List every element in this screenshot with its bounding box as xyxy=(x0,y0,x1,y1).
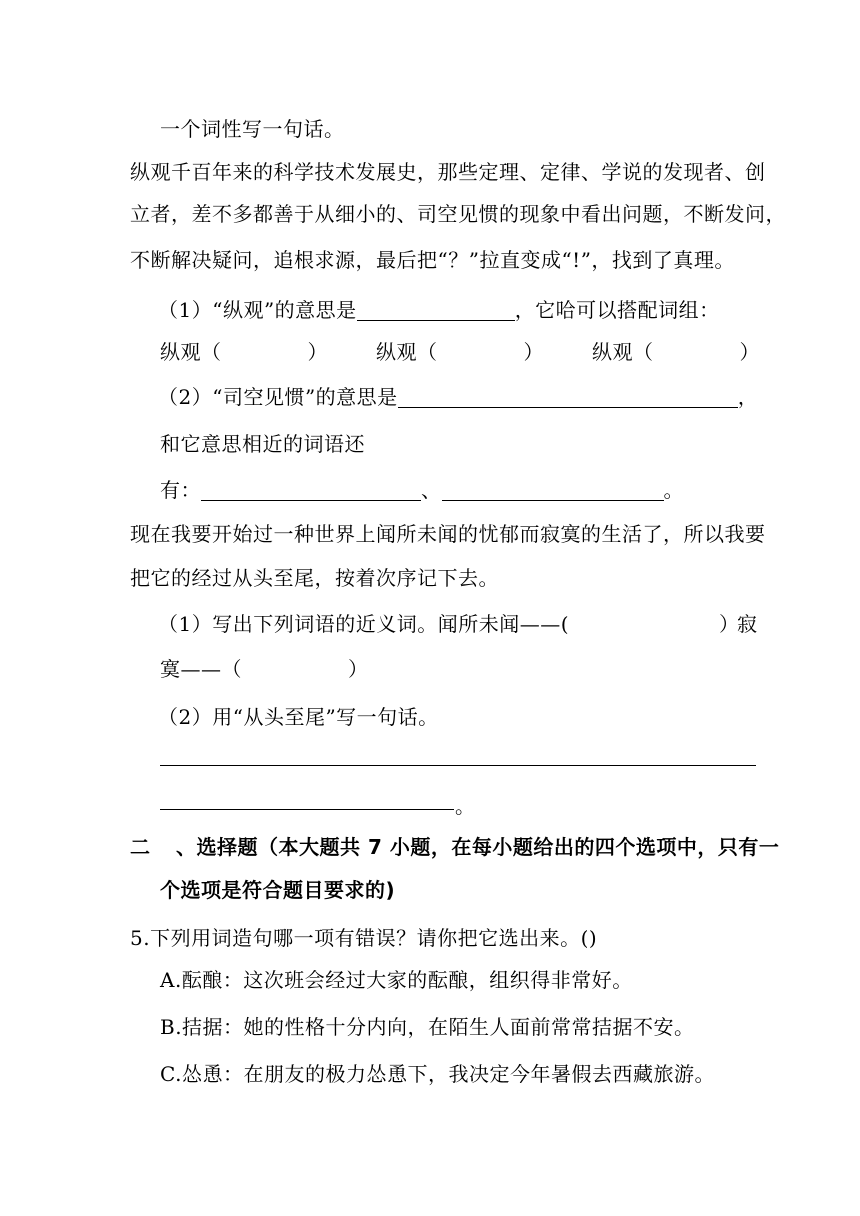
question5-option-c[interactable]: C.怂恿：在朋友的极力怂恿下，我决定今年暑假去西藏旅游。 xyxy=(160,1062,715,1086)
p2-q2-answer-line-1[interactable] xyxy=(160,765,756,766)
p2-q1-line-2 xyxy=(160,655,369,683)
option-close-1: ） xyxy=(307,340,328,364)
p2-q1-wrap-char: 寂 xyxy=(737,612,758,636)
p1-q2-synonym-blank-1[interactable] xyxy=(201,480,421,501)
passage1-line-1: 纵观千百年来的科学技术发展史，那些定理、定律、学说的发现者、创 xyxy=(130,160,766,184)
p1-question-2 xyxy=(158,383,758,411)
instruction-tail: 一个词性写一句话。 xyxy=(160,117,345,141)
p2-q2-end: 。 xyxy=(455,794,476,818)
p1-q2-synonym-label: 有： xyxy=(160,478,201,502)
option-open-3: 纵观（ xyxy=(592,340,654,364)
p2-question-2: （2）用“从头至尾”写一句话。 xyxy=(158,705,439,729)
option-close-3: ） xyxy=(739,340,760,364)
section2-title-line-2: 个选项是符合题目要求的) xyxy=(160,878,396,902)
p2-q1-close: ） xyxy=(719,612,740,636)
option-open-1: 纵观（ xyxy=(160,340,222,364)
p1-q2-synonym-blank-2[interactable] xyxy=(442,480,664,501)
p2-q1-line2-prefix: 寞——（ xyxy=(160,657,242,681)
p1-q2-prefix: （2）“司空见惯”的意思是 xyxy=(158,385,398,409)
p1-q2-line-3 xyxy=(160,476,684,504)
p1-q1-answer-blank[interactable] xyxy=(357,300,515,321)
p2-q1-text: （1）写出下列词语的近义词。闻所未闻——( xyxy=(158,612,570,636)
section2-number: 二 xyxy=(130,835,151,859)
p1-q2-line-2: 和它意思相近的词语还 xyxy=(160,432,365,456)
p1-q2-comma: ， xyxy=(737,385,759,409)
option-close-2: ） xyxy=(523,340,544,364)
p2-q2-answer-line-2[interactable] xyxy=(160,809,454,810)
passage2-line-1: 现在我要开始过一种世界上闻所未闻的忧郁而寂寞的生活了，所以我要 xyxy=(130,522,766,546)
p1-question-1 xyxy=(158,296,720,324)
option-open-2: 纵观（ xyxy=(376,340,438,364)
p1-q2-answer-blank[interactable] xyxy=(398,387,738,408)
p2-question-1 xyxy=(158,610,740,638)
p1-q1-prefix: （1）“纵观”的意思是 xyxy=(158,298,357,322)
p1-q1-options xyxy=(160,338,760,366)
p1-q2-separator: 、 xyxy=(421,478,442,502)
p2-q1-line2-close: ） xyxy=(348,657,369,681)
question5-stem: 5.下列用词造句哪一项有错误？请你把它选出来。() xyxy=(130,926,598,950)
p1-q1-suffix: ，它哈可以搭配词组： xyxy=(514,298,720,322)
question5-option-a[interactable]: A.酝酿：这次班会经过大家的酝酿，组织得非常好。 xyxy=(160,968,633,992)
question5-option-b[interactable]: B.拮据：她的性格十分内向，在陌生人面前常常拮据不安。 xyxy=(160,1015,695,1039)
section2-title-line-1: 、选择题（本大题共 7 小题，在每小题给出的四个选项中，只有一 xyxy=(176,835,780,859)
passage1-line-2: 立者，差不多都善于从细小的、司空见惯的现象中看出问题，不断发问， xyxy=(130,202,786,226)
passage2-line-2: 把它的经过从头至尾，按着次序记下去。 xyxy=(130,566,499,590)
passage1-line-3: 不断解决疑问，追根求源，最后把“？”拉直变成“!”，找到了真理。 xyxy=(130,248,735,272)
p1-q2-end: 。 xyxy=(663,478,684,502)
